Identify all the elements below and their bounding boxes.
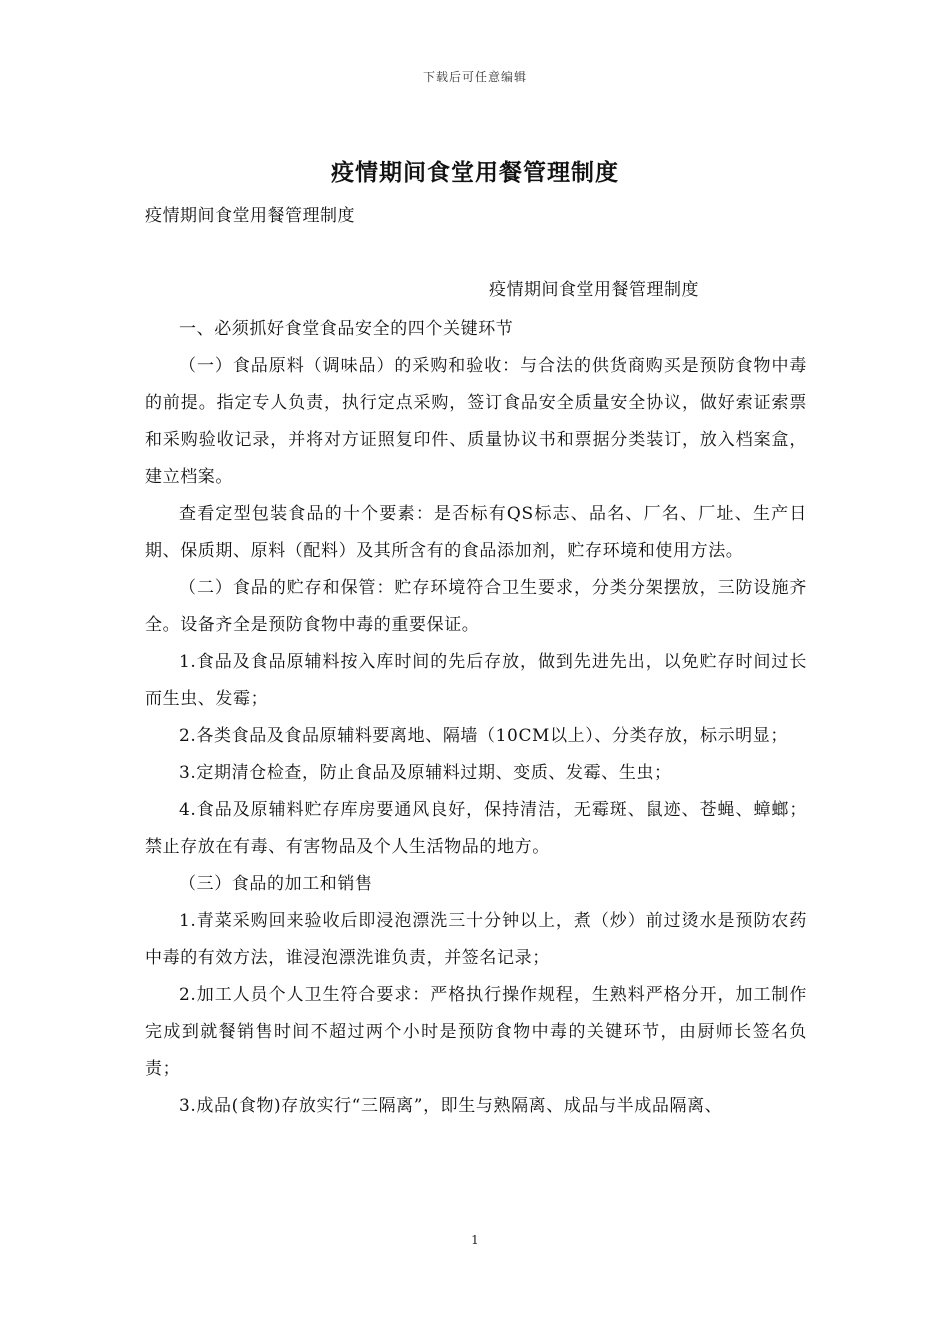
paragraph: 4.食品及原辅料贮存库房要通风良好，保持清洁，无霉斑、鼠迹、苍蝇、蟑螂；禁止存放在有毒、有害物品及个人生活物品的地方。 (145, 800, 807, 857)
paragraph: （一）食品原料（调味品）的采购和验收：与合法的供货商购买是预防食物中毒的前提。指定专人负责，执行定点采购，签订食品安全质量安全协议，做好索证索票和采购验收记录，并将对方证照复印件、质量协议书和票据分类装订，放入档案盒，建立档案。 (145, 356, 807, 487)
header-note: 下载后可任意编辑 (422, 70, 527, 84)
paragraph: 2.各类食品及食品原辅料要离地、隔墙（10CM以上）、分类存放，标示明显； (179, 726, 788, 746)
section-heading: 一、必须抓好食堂食品安全的四个关键环节 (179, 319, 514, 339)
subtitle-left: 疫情期间食堂用餐管理制度 (145, 206, 355, 226)
paragraph: 查看定型包装食品的十个要素：是否标有QS标志、品名、厂名、厂址、生产日期、保质期、原料（配料）及其所含有的食品添加剂，贮存环境和使用方法。 (145, 504, 807, 561)
paragraph: 1.食品及食品原辅料按入库时间的先后存放，做到先进先出，以免贮存时间过长而生虫、发霉； (145, 652, 807, 709)
paragraph: 2.加工人员个人卫生符合要求：严格执行操作规程，生熟料严格分开，加工制作完成到就餐销售时间不超过两个小时是预防食物中毒的关键环节，由厨师长签名负责； (145, 985, 807, 1079)
document-body (145, 311, 807, 1125)
page-number: 1 (471, 1233, 479, 1247)
paragraph: 1.青菜采购回来验收后即浸泡漂洗三十分钟以上，煮（炒）前过烫水是预防农药中毒的有效方法，谁浸泡漂洗谁负责，并签名记录； (145, 911, 807, 968)
subtitle-right: 疫情期间食堂用餐管理制度 (489, 280, 699, 300)
subsection-heading: （三）食品的加工和销售 (179, 874, 373, 894)
paragraph: （二）食品的贮存和保管：贮存环境符合卫生要求，分类分架摆放，三防设施齐全。设备齐全是预防食物中毒的重要保证。 (145, 578, 807, 635)
paragraph: 3.成品(食物)存放实行“三隔离”，即生与熟隔离、成品与半成品隔离、 (179, 1096, 723, 1116)
paragraph: 3.定期清仓检查，防止食品及原辅料过期、变质、发霉、生虫； (179, 763, 672, 783)
document-title: 疫情期间食堂用餐管理制度 (331, 159, 619, 186)
